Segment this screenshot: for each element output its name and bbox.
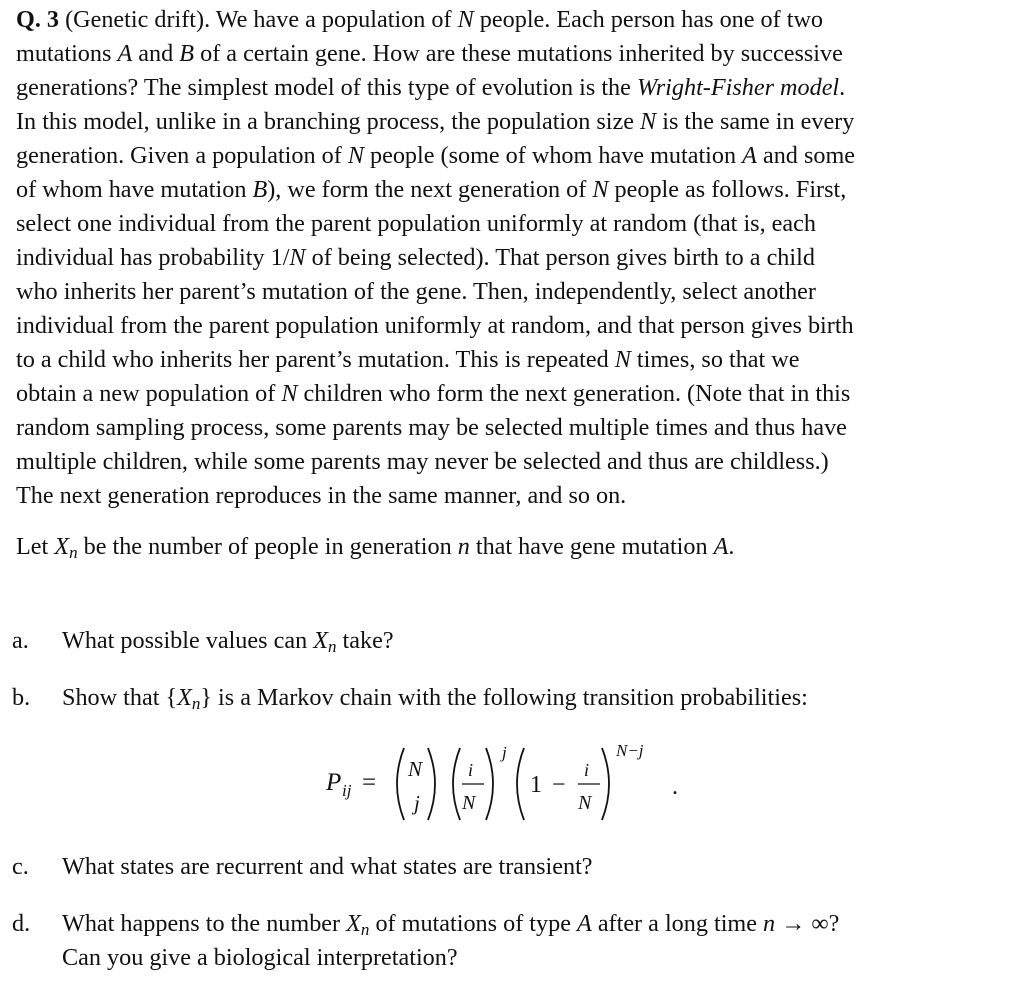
text-run: random sampling process, some parents may be selected multiple times and thus have [16,414,847,441]
text-run: individual from the parent population uniformly at random, and that person gives birth [16,312,854,339]
text-run: In this model, unlike in a branching process, the population size [16,108,641,135]
math-var: X [313,627,328,654]
math-var: X [177,684,192,711]
formula-lhs-sub: ij [342,781,352,800]
binom-left-paren [397,748,404,820]
item-c-text: What states are recurrent and what states are transient? [62,853,593,880]
paragraph-line [16,411,998,445]
math-var: X [346,910,361,937]
text-run: Let [16,533,55,560]
binom-bottom: j [414,791,420,815]
question-block [16,3,998,564]
math-subscript: n [360,920,370,939]
text-run: We have a population of [215,6,458,33]
text-run: that have gene mutation [469,533,714,560]
text-run: The next generation reproduces in the same manner, and so on. [16,482,627,509]
text-run: times, so that we [630,346,800,373]
math-var: n [457,533,470,560]
math-var: N [592,176,609,203]
frac2-den: N [578,792,592,814]
formula-equals: = [362,769,377,796]
item-d-label: d. [12,910,31,937]
text-run: to a child who inherits her parent’s mutation. This is repeated [16,346,615,373]
text-run: of mutations of type [369,910,577,937]
math-var: N [289,244,306,271]
item-b-text [62,681,808,715]
text-run: ), we form the next generation of [267,176,593,203]
math-var: N [614,346,631,373]
item-b [0,681,808,715]
math-var: X [54,533,70,560]
text-run: be the number of people in generation [77,533,458,560]
item-a [0,624,394,658]
paragraph-line [16,343,998,377]
text-run: generation. Given a population of [16,142,348,169]
math-var: B [179,40,195,67]
text-run: people. Each person has one of two [473,6,824,33]
paragraph-line [16,207,998,241]
text-run: generations? The simplest model of this type of evolution is the [16,74,637,101]
text-run: mutations [16,40,118,67]
question-label: Q. 3 [16,6,66,33]
exp1: j [502,743,507,762]
definition-line [16,530,998,564]
frac1-left-paren [453,748,460,820]
frac2-right-paren [602,748,609,820]
frac1-num: i [468,760,474,780]
item-d-text [62,907,839,975]
text-run: of whom have mutation [16,176,253,203]
math-subscript: n [191,694,201,713]
text-run: and [132,40,180,67]
text-run: → ∞? [775,910,840,937]
text-run: who inherits her parent’s mutation of the gene. Then, independently, select another [16,278,816,305]
item-c [0,850,593,884]
text-run: children who form the next generation. (Note that in this [297,380,851,407]
transition-probability-formula [326,734,746,834]
math-var: n [763,910,776,937]
paragraph-line [16,37,998,71]
text-run: } is a Markov chain with the following transition probabilities: [200,684,808,711]
text-run: . [839,74,846,101]
binom-right-paren [428,748,435,820]
paragraph-line [16,241,998,275]
text-run: people as follows. First, [608,176,847,203]
exp2: N−j [616,741,644,760]
model-name: Wright-Fisher model [636,74,840,101]
paragraph-line [16,3,998,37]
math-var: N [457,6,474,33]
text-run: Show that { [62,684,178,711]
text-run: What happens to the number [62,910,347,937]
text-run: select one individual from the parent population uniformly at random (that is, each [16,210,816,237]
text-run: of being selected). That person gives birth to a child [305,244,815,271]
paragraph-line [16,71,998,105]
frac2-num: i [584,760,590,780]
math-var: N [281,380,298,407]
frac2-left-paren [517,748,524,820]
binom-top: N [408,757,423,781]
paragraph-line [16,479,998,513]
paragraph-line [16,173,998,207]
frac1-den: N [462,792,476,814]
text-run: multiple children, while some parents may never be selected and thus are childless.) [16,448,829,475]
text-run: individual has probability 1/ [16,244,290,271]
text-run: of a certain gene. How are these mutations inherited by successive [194,40,843,67]
math-subscript: n [328,637,337,656]
minus: − [552,772,566,798]
formula-lhs: P [326,769,342,796]
item-b-label: b. [12,684,31,711]
math-var: A [713,533,729,560]
paragraph-line [16,445,998,479]
paragraph-line [16,309,998,343]
frac1-right-paren [486,748,493,820]
math-var: A [117,40,133,67]
math-var: A [742,142,757,169]
paragraph-line [16,139,998,173]
paragraph-line [16,377,998,411]
item-c-label: c. [12,853,29,880]
text-run: is the same in every [656,108,855,135]
math-var: N [347,142,364,169]
math-var: N [640,108,657,135]
question-paragraph [16,3,998,513]
item-a-label: a. [12,627,29,654]
text-run: and some [756,142,855,169]
one: 1 [530,772,542,798]
math-var: A [576,910,592,937]
text-run: after a long time [591,910,764,937]
question-topic: (Genetic drift). [65,6,216,33]
item-d-line-2: Can you give a biological interpretation? [62,944,458,971]
math-var: B [252,176,268,203]
text-run: obtain a new population of [16,380,282,407]
math-subscript: n [69,543,78,562]
text-run: take? [336,627,394,654]
text-run: What possible values can [62,627,314,654]
formula-period: . [672,774,678,800]
formula-svg [326,734,746,834]
text-run: . [728,533,735,560]
paragraph-line [16,275,998,309]
item-a-text [62,624,394,658]
item-d [0,907,839,975]
paragraph-line [16,105,998,139]
text-run: people (some of whom have mutation [363,142,743,169]
item-d-line-1 [62,907,839,941]
